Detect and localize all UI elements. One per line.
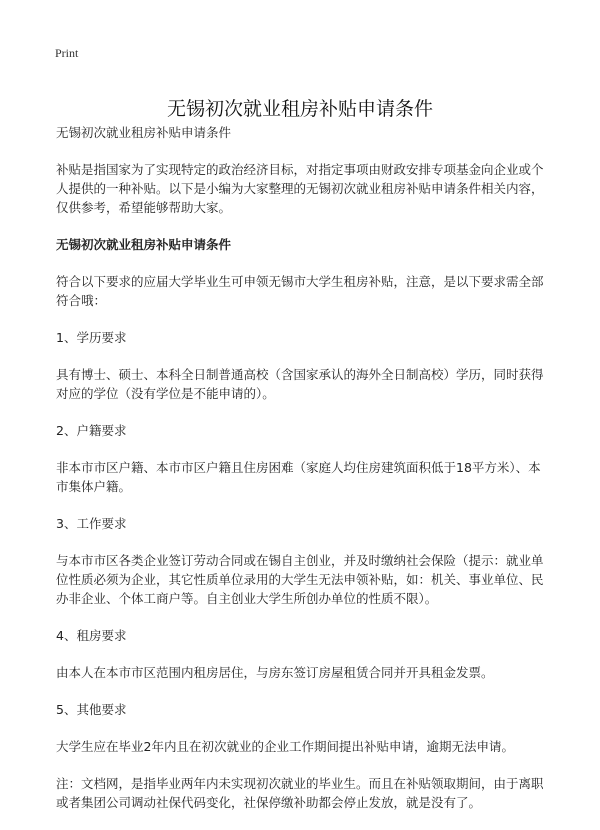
paragraph: 注：文档网，是指毕业两年内未实现初次就业的毕业生。而且在补贴领取期间，由于离职或者集团公司调动社保代码变化，社保停缴补助都会停止发放，就是没有了。 bbox=[56, 776, 544, 810]
paragraph: 4、租房要求 bbox=[56, 628, 127, 643]
paragraph: 具有博士、硕士、本科全日制普通高校（含国家承认的海外全日制高校）学历，同时获得对应的学位（没有学位是不能申请的）。 bbox=[56, 367, 544, 401]
paragraph: 3、工作要求 bbox=[56, 516, 127, 531]
paragraph: 2、户籍要求 bbox=[56, 423, 127, 438]
article-body bbox=[56, 123, 552, 830]
paragraph: 由本人在本市市区范围内租房居住，与房东签订房屋租赁合同并开具租金发票。 bbox=[56, 665, 494, 680]
paragraph: 与本市市区各类企业签订劳动合同或在锡自主创业，并及时缴纳社会保险（提示：就业单位性质必须为企业，其它性质单位录用的大学生无法申领补贴，如：机关、事业单位、民办非企业、个体工商户等。自主创业大学生所创办单位的性质不限）。 bbox=[56, 553, 544, 606]
paragraph: 非本市市区户籍、本市市区户籍且住房困难（家庭人均住房建筑面积低于18平方米）、本市集体户籍。 bbox=[56, 460, 541, 494]
paragraph: 补贴是指国家为了实现特定的政治经济目标，对指定事项由财政安排专项基金向企业或个人提供的一种补贴。以下是小编为大家整理的无锡初次就业租房补贴申请条件相关内容，仅供参考，希望能够帮助大家。 bbox=[56, 162, 544, 215]
paragraph: 大学生应在毕业2年内且在初次就业的企业工作期间提出补贴申请，逾期无法申请。 bbox=[56, 739, 514, 754]
print-label[interactable]: Print bbox=[55, 46, 79, 60]
section-heading: 无锡初次就业租房补贴申请条件 bbox=[56, 237, 232, 252]
paragraph: 符合以下要求的应届大学毕业生可申领无锡市大学生租房补贴，注意，是以下要求需全部符合哦： bbox=[56, 274, 544, 308]
paragraph: 无锡初次就业租房补贴申请条件 bbox=[56, 125, 232, 140]
paragraph: 5、其他要求 bbox=[56, 702, 127, 717]
page-title: 无锡初次就业租房补贴申请条件 bbox=[166, 97, 433, 120]
paragraph: 1、学历要求 bbox=[56, 330, 127, 345]
